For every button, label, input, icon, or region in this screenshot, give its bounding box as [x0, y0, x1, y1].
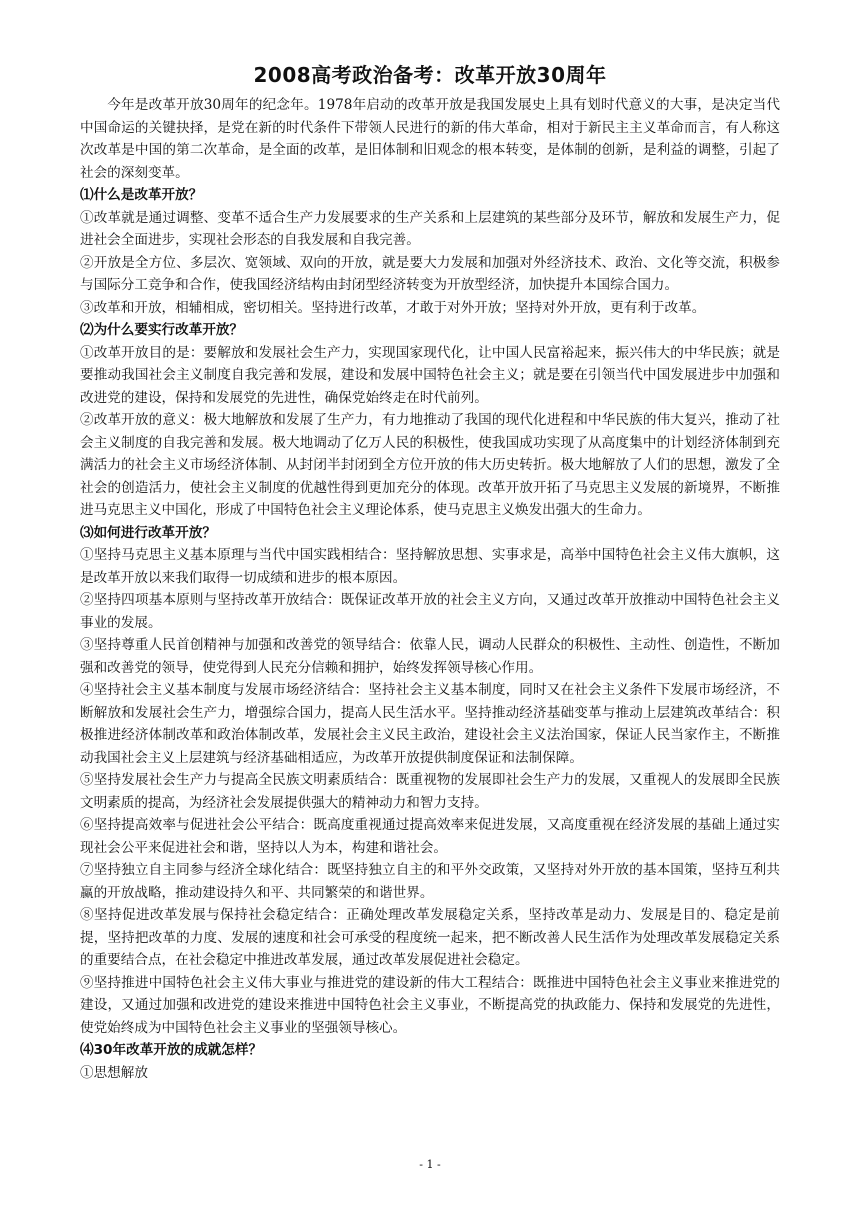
list-item: ⑨坚持推进中国特色社会主义伟大事业与推进党的建设新的伟大工程结合：既推进中国特色社会主义事业来推进党的建设，又通过加强和改进党的建设来推进中国特色社会主义事业，不断提高党的执政能力、保持和发展党的先进性，使党始终成为中国特色社会主义事业的坚强领导核心。	[80, 974, 780, 1036]
list-item: ⑥坚持提高效率与促进社会公平结合：既高度重视通过提高效率来促进发展，又高度重视在经济发展的基础上通过实现社会公平来促进社会和谐，坚持以人为本，构建和谐社会。	[80, 817, 780, 856]
list-item: ①改革开放目的是：要解放和发展社会生产力，实现国家现代化，让中国人民富裕起来，振兴伟大的中华民族；就是要推动我国社会主义制度自我完善和发展，建设和发展中国特色社会主义；就是要在引领当代中国发展进步中加强和改进党的建设，保持和发展党的先进性，确保党始终走在时代前列。	[80, 344, 780, 406]
section-4	[80, 1039, 780, 1084]
list-item: ②坚持四项基本原则与坚持改革开放结合：既保证改革开放的社会主义方向，又通过改革开放推动中国特色社会主义事业的发展。	[80, 592, 780, 631]
list-item: ②开放是全方位、多层次、宽领域、双向的开放，就是要大力发展和加强对外经济技术、政治、文化等交流，积极参与国际分工竞争和合作，使我国经济结构由封闭型经济转变为开放型经济，加快提升本国综合国力。	[80, 254, 780, 293]
list-item: ⑦坚持独立自主同参与经济全球化结合：既坚持独立自主的和平外交政策，又坚持对外开放的基本国策，坚持互利共赢的开放战略，推动建设持久和平、共同繁荣的和谐世界。	[80, 862, 780, 901]
list-item: ①改革就是通过调整、变革不适合生产力发展要求的生产关系和上层建筑的某些部分及环节，解放和发展生产力，促进社会全面进步，实现社会形态的自我发展和自我完善。	[80, 209, 780, 248]
list-item: ②改革开放的意义：极大地解放和发展了生产力，有力地推动了我国的现代化进程和中华民族的伟大复兴，推动了社会主义制度的自我完善和发展。极大地调动了亿万人民的积极性，使我国成功实现了从高度集中的计划经济体制到充满活力的社会主义市场经济体制、从封闭半封闭到全方位开放的伟大历史转折。极大地解放了人们的思想，激发了全社会的创造活力，使社会主义制度的优越性得到更加充分的体现。改革开放开拓了马克思主义发展的新境界，不断推进马克思主义中国化，形成了中国特色社会主义理论体系，使马克思主义焕发出强大的生命力。	[80, 412, 780, 518]
document-page	[80, 62, 780, 1084]
section-1	[80, 184, 780, 319]
document-title: 2008高考政治备考：改革开放30周年	[253, 63, 607, 87]
intro-paragraph: 今年是改革开放30周年的纪念年。1978年启动的改革开放是我国发展史上具有划时代意义的大事，是决定当代中国命运的关键抉择，是党在新的时代条件下带领人民进行的新的伟大革命，相对于新民主主义革命而言，有人称这次改革是中国的第二次革命，是全面的改革，是旧体制和旧观念的根本转变，是体制的创新，是利益的调整，引起了社会的深刻变革。	[80, 97, 780, 181]
section-heading: ⑷30年改革开放的成就怎样？	[80, 1042, 263, 1058]
list-item: ①思想解放	[80, 1064, 148, 1081]
list-item: ⑤坚持发展社会生产力与提高全民族文明素质结合：既重视物的发展即社会生产力的发展，又重视人的发展即全民族文明素质的提高，为经济社会发展提供强大的精神动力和智力支持。	[80, 772, 780, 811]
list-item: ⑧坚持促进改革发展与保持社会稳定结合：正确处理改革发展稳定关系，坚持改革是动力、发展是目的、稳定是前提，坚持把改革的力度、发展的速度和社会可承受的程度统一起来，把不断改善人民生活作为处理改革发展稳定关系的重要结合点，在社会稳定中推进改革发展，通过改革发展促进社会稳定。	[80, 907, 780, 968]
list-item: ④坚持社会主义基本制度与发展市场经济结合：坚持社会主义基本制度，同时又在社会主义条件下发展市场经济，不断解放和发展社会生产力，增强综合国力，提高人民生活水平。坚持推动经济基础变革与推动上层建筑改革结合：积极推进经济体制改革和政治体制改革，发展社会主义民主政治，建设社会主义法治国家，保证人民当家作主，不断推动我国社会主义上层建筑与经济基础相适应，为改革开放提供制度保证和法制保障。	[80, 682, 780, 766]
page-number: - 1 -	[419, 1158, 441, 1171]
section-2	[80, 319, 780, 522]
list-item: ③改革和开放，相辅相成，密切相关。坚持进行改革，才敢于对外开放；坚持对外开放，更有利于改革。	[80, 299, 706, 316]
section-heading: ⑶如何进行改革开放？	[80, 524, 216, 541]
list-item: ③坚持尊重人民首创精神与加强和改善党的领导结合：依靠人民，调动人民群众的积极性、主动性、创造性，不断加强和改善党的领导，使党得到人民充分信赖和拥护，始终发挥领导核心作用。	[80, 637, 780, 676]
section-heading: ⑵为什么要实行改革开放？	[80, 322, 244, 338]
list-item: ①坚持马克思主义基本原理与当代中国实践相结合：坚持解放思想、实事求是，高举中国特色社会主义伟大旗帜，这是改革开放以来我们取得一切成绩和进步的根本原因。	[80, 547, 780, 586]
section-3	[80, 522, 780, 1040]
section-heading: ⑴什么是改革开放？	[80, 187, 203, 203]
